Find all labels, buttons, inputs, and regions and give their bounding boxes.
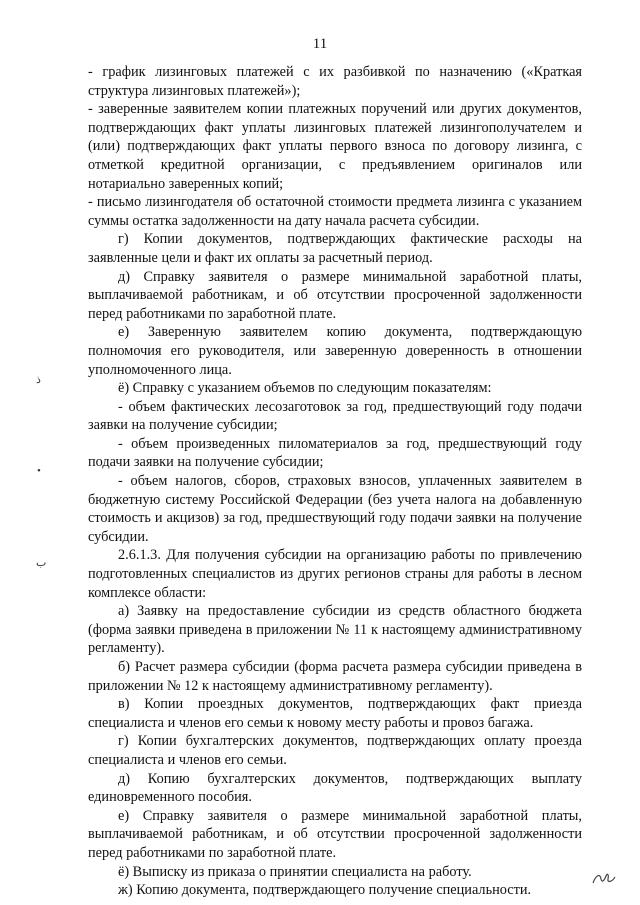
margin-mark: ب — [36, 557, 47, 569]
paragraph: д) Копию бухгалтерских документов, подтверждающих выплату единовременного пособия. — [88, 770, 582, 806]
document-body — [88, 63, 582, 900]
paragraph: ж) Копию документа, подтверждающего получение специальности. — [118, 882, 532, 899]
paragraph: - график лизинговых платежей с их разбивкой по назначению («Краткая структура лизинговых платежей»); — [88, 64, 582, 99]
handwritten-initials — [592, 871, 616, 889]
paragraph: д) Справку заявителя о размере минимальной заработной платы, выплачиваемой работникам, и об отсутствии просроченной задолженности перед работниками по заработной плате. — [88, 268, 582, 322]
paragraph: 2.6.1.3. Для получения субсидии на организацию работы по привлечению подготовленных специалистов из других регионов страны для работы в лесном комплексе области: — [88, 547, 582, 601]
paragraph: б) Расчет размера субсидии (форма расчета размера субсидии приведена в приложении № 12 к настоящему административному регламенту). — [88, 659, 582, 694]
paragraph: г) Копии бухгалтерских документов, подтверждающих оплату проезда специалиста и членов его семьи. — [88, 733, 582, 768]
page-number: 11 — [312, 36, 328, 52]
paragraph: - объем фактических лесозаготовок за год, предшествующий году подачи заявки на получение субсидии; — [88, 398, 582, 434]
paragraph: - заверенные заявителем копии платежных поручений или других документов, подтверждающих факт уплаты лизинговых платежей лизингополучателем и (или) подтверждающих факт уплаты первого взноса по договору лизинга, с отметкой кредитной организации, с предъявлением оригиналов или нотариально заверенных копий; — [88, 101, 582, 192]
paragraph: - письмо лизингодателя об остаточной стоимости предмета лизинга с указанием суммы остатка задолженности на дату начала расчета субсидии. — [88, 194, 582, 229]
paragraph: - объем налогов, сборов, страховых взносов, уплаченных заявителем в бюджетную систему Российской Федерации (без учета налога на добавленную стоимость и акцизов) за год, предшествующий году подачи заявки на получение субсидии. — [88, 473, 582, 545]
paragraph: е) Справку заявителя о размере минимальной заработной платы, выплачиваемой работникам, и об отсутствии просроченной задолженности перед работниками по заработной плате. — [88, 807, 582, 861]
paragraph: ё) Выписку из приказа о принятии специалиста на работу. — [118, 863, 472, 880]
paragraph: в) Копии проездных документов, подтверждающих факт приезда специалиста и членов его семьи к новому месту работы и провоз багажа. — [88, 696, 582, 731]
paragraph: а) Заявку на предоставление субсидии из средств областного бюджета (форма заявки приведена в приложении № 11 к настоящему административному регламенту). — [88, 603, 582, 657]
margin-mark: ذ — [36, 374, 41, 386]
paragraph: е) Заверенную заявителем копию документа, подтверждающую полномочия его руководителя, или заверенную доверенность в отношении уполномоченного лица. — [88, 324, 582, 378]
paragraph: ё) Справку с указанием объемов по следующим показателям: — [118, 380, 492, 397]
paragraph: - объем произведенных пиломатериалов за год, предшествующий году подачи заявки на получение субсидии; — [88, 435, 582, 471]
paragraph: г) Копии документов, подтверждающих фактические расходы на заявленные цели и факт их оплаты за расчетный период. — [88, 231, 582, 266]
margin-mark: • — [37, 465, 41, 477]
